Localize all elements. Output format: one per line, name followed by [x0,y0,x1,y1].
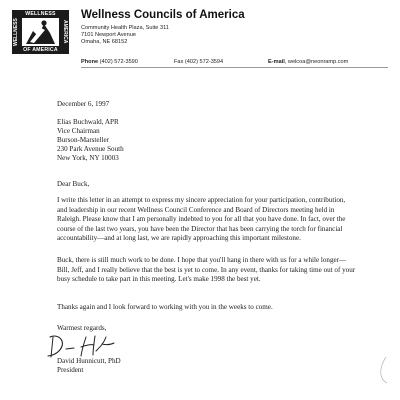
body-paragraph-3: Thanks again and I look forward to working with you in the weeks to come. [57,303,273,311]
logo-left-text: WELLNESS [13,18,19,46]
logo-figure-icon [22,18,59,46]
phone-label: Phone [81,59,99,65]
recipient-city: New York, NY 10003 [57,154,119,162]
address-line-3: Omaha, NE 68152 [81,39,128,45]
phone-number: (402) 572-3590 [99,59,138,65]
salutation: Dear Buck, [57,180,90,188]
recipient-name: Elias Buchwald, APR [57,118,119,126]
email-address: welcoa@neonramp.com [287,59,349,65]
logo-right-text: AMERICA [62,20,68,44]
body-paragraph-1: I write this letter in an attempt to express my sincere appreciation for your participation, contribution, and leadership in our recent Wellness Council Conference and Board of Directors meeting held in Raleigh. Please know that I am personally indebted to you for all that you have done. In fact, over the course of the last two years, you have been the Director that has been carrying the torch for financial accountability—and at long last, we are rapidly approaching this important milestone. [57,196,346,243]
phone-contact [81,59,138,65]
recipient-company: Burson-Marsteller [57,136,110,144]
body-paragraph-2: Buck, there is still much work to be done. I hope that you'll hang in there with us for a while longer—Bill, Jeff, and I really believe that the best is yet to come. In any event, thanks for taking time out of your busy schedule to take part in this meeting. Let's make 1998 the best yet. [57,256,356,284]
fax-contact [174,59,223,65]
organization-name: Wellness Councils of America [81,9,245,21]
fax-number: (402) 572-3594 [184,59,224,65]
address-line-1: Community Health Plaza, Suite 311 [81,25,169,31]
wellness-councils-logo [12,10,69,54]
letter-date: December 6, 1997 [57,100,110,108]
letterhead-divider [81,67,388,68]
logo-top-text: WELLNESS [25,11,56,17]
recipient-title: Vice Chairman [57,127,100,135]
address-line-2: 7101 Newport Avenue [81,32,136,38]
recipient-street: 230 Park Avenue South [57,145,124,153]
logo-bottom-text: OF AMERICA [23,47,58,53]
fax-label: Fax [174,59,184,65]
email-contact: E-mail, welcoa@neonramp.com [268,59,349,65]
closing: Warmest regards, [57,324,107,332]
pen-mark [372,355,390,385]
email-label: E-mail [268,59,285,65]
signer-name: David Hunnicutt, PhD [57,357,121,365]
signer-title: President [57,366,84,374]
